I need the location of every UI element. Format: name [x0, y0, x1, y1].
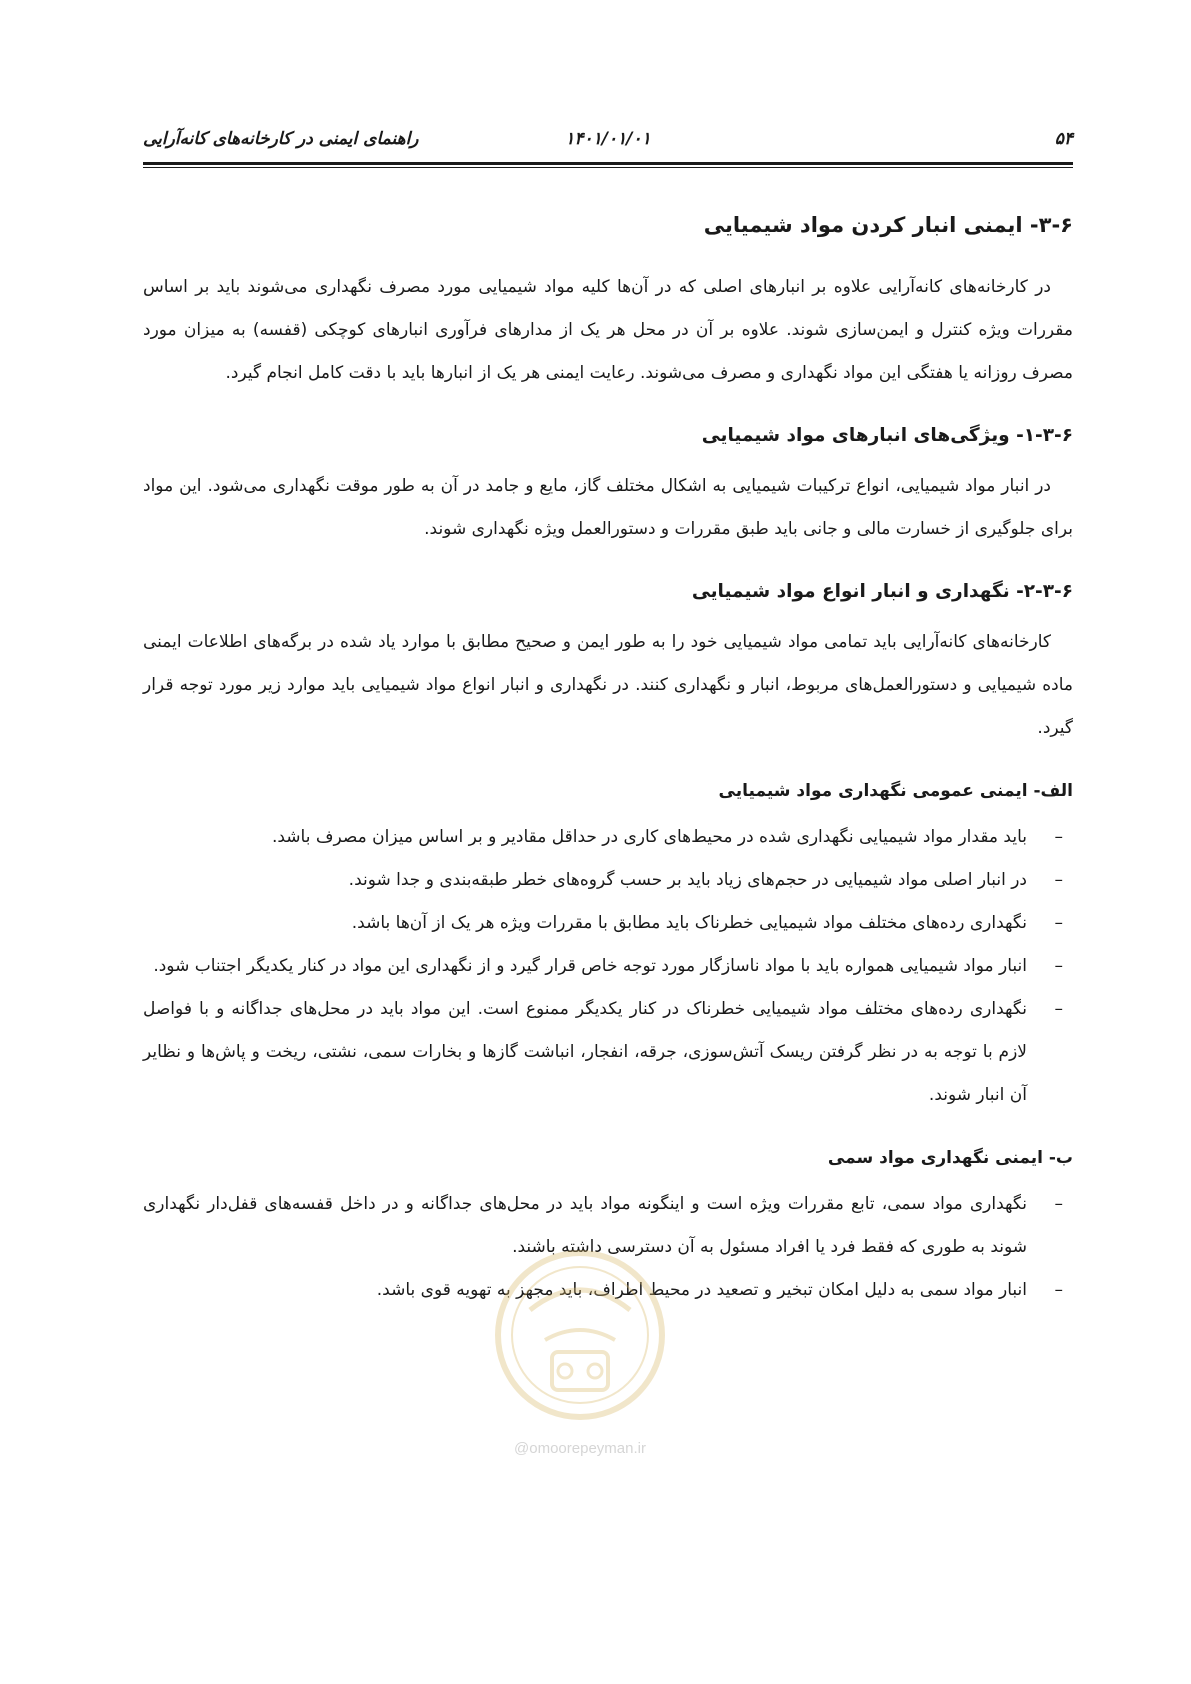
dash-marker: –: [1054, 1280, 1063, 1300]
section-title: ۳-۶- ایمنی انبار کردن مواد شیمیایی: [703, 213, 1073, 237]
page-number: ۵۴: [1054, 129, 1073, 149]
header-rule-thin: [143, 167, 1073, 168]
part-a-title: الف- ایمنی عمومی نگهداری مواد شیمیایی: [718, 781, 1073, 801]
part-a-list: [143, 816, 1073, 1117]
list-item-text: انبار مواد شیمیایی همواره باید با مواد ناسازگار مورد توجه خاص قرار گیرد و از نگهداری این مواد در کنار یکدیگر اجتناب شود.: [153, 956, 1027, 976]
part-b-list: [143, 1183, 1073, 1312]
list-item-text: نگهداری رده‌های مختلف مواد شیمیایی خطرناک در کنار یکدیگر ممنوع است. این مواد باید در محل‌های جداگانه و با فواصل لازم با توجه به در نظر گرفتن ریسک آتش‌سوزی، جرقه، انفجار، انباشت گازها و بخارات سمی، نشتی، ریخت و پاش‌ها و نظایر آن انبار شوند.: [143, 999, 1027, 1105]
list-item-text: باید مقدار مواد شیمیایی نگهداری شده در محیط‌های کاری در حداقل مقادیر و بر اساس میزان مصرف باشد.: [271, 827, 1027, 847]
list-item: [143, 902, 1073, 945]
dash-marker: –: [1054, 870, 1063, 890]
dash-marker: –: [1054, 999, 1063, 1019]
dash-marker: –: [1054, 827, 1063, 847]
subsection-2-text: کارخانه‌های کانه‌آرایی باید تمامی مواد شیمیایی خود را به طور ایمن و صحیح مطابق با موارد یاد شده در برگه‌های اطلاعات ایمنی ماده شیمیایی و دستورالعمل‌های مربوط، انبار و نگهداری کنند. در نگهداری و انبار انواع مواد شیمیایی باید موارد زیر مورد توجه قرار گیرد.: [143, 632, 1073, 738]
list-item: [143, 816, 1073, 859]
book-title: راهنمای ایمنی در کارخانه‌های کانه‌آرایی: [143, 129, 419, 149]
dash-marker: –: [1054, 956, 1063, 976]
subsection-1-text: در انبار مواد شیمیایی، انواع ترکیبات شیمیایی به اشکال مختلف گاز، مایع و جامد در آن به طور موقت نگهداری می‌شود. این مواد برای جلوگیری از خسارت مالی و جانی باید طبق مقررات و دستورالعمل ویژه نگهداری شوند.: [143, 476, 1073, 539]
dash-marker: –: [1054, 913, 1063, 933]
list-item-text: در انبار اصلی مواد شیمیایی در حجم‌های زیاد باید بر حسب گروه‌های خطر طبقه‌بندی و جدا شوند.: [348, 870, 1027, 890]
list-item: [143, 988, 1073, 1117]
list-item-text: نگهداری رده‌های مختلف مواد شیمیایی خطرناک باید مطابق با مقررات ویژه هر یک از آن‌ها باشد.: [351, 913, 1027, 933]
list-item-text: نگهداری مواد سمی، تابع مقررات ویژه است و اینگونه مواد باید در محل‌های جداگانه و در داخل قفسه‌های قفل‌دار نگهداری شوند به طوری که فقط فرد یا افراد مسئول به آن دسترسی داشته باشند.: [143, 1194, 1027, 1257]
header-date: ۱۴۰۱/۰۱/۰۱: [565, 129, 651, 149]
header-rule-thick: [143, 162, 1073, 165]
page-body: [143, 210, 1073, 1338]
subsection-1-title: ۱-۳-۶- ویژگی‌های انبارهای مواد شیمیایی: [701, 425, 1073, 446]
list-item: [143, 945, 1073, 988]
section-intro: در کارخانه‌های کانه‌آرایی علاوه بر انبارهای اصلی که در آن‌ها کلیه مواد شیمیایی مورد مصرف نگهداری می‌شوند باید بر اساس مقررات ویژه کنترل و ایمن‌سازی شوند. علاوه بر آن در محل هر یک از مدارهای فرآوری انبارهای کوچکی (قفسه) به میزان مورد مصرف روزانه یا هفتگی این مواد نگهداری و مصرف می‌شوند. رعایت ایمنی هر یک از انبارها باید با دقت کامل انجام گیرد.: [143, 277, 1073, 383]
dash-marker: –: [1054, 1194, 1063, 1214]
watermark-url: @omoorepeyman.ir: [514, 1440, 646, 1457]
list-item: [143, 1269, 1073, 1312]
list-item-text: انبار مواد سمی به دلیل امکان تبخیر و تصعید در محیط اطراف، باید مجهز به تهویه قوی باشد.: [376, 1280, 1027, 1300]
subsection-2-title: ۲-۳-۶- نگهداری و انبار انواع مواد شیمیایی: [691, 581, 1073, 602]
list-item: [143, 859, 1073, 902]
list-item: [143, 1183, 1073, 1269]
page-header: [143, 128, 1073, 164]
part-b-title: ب- ایمنی نگهداری مواد سمی: [827, 1148, 1073, 1168]
